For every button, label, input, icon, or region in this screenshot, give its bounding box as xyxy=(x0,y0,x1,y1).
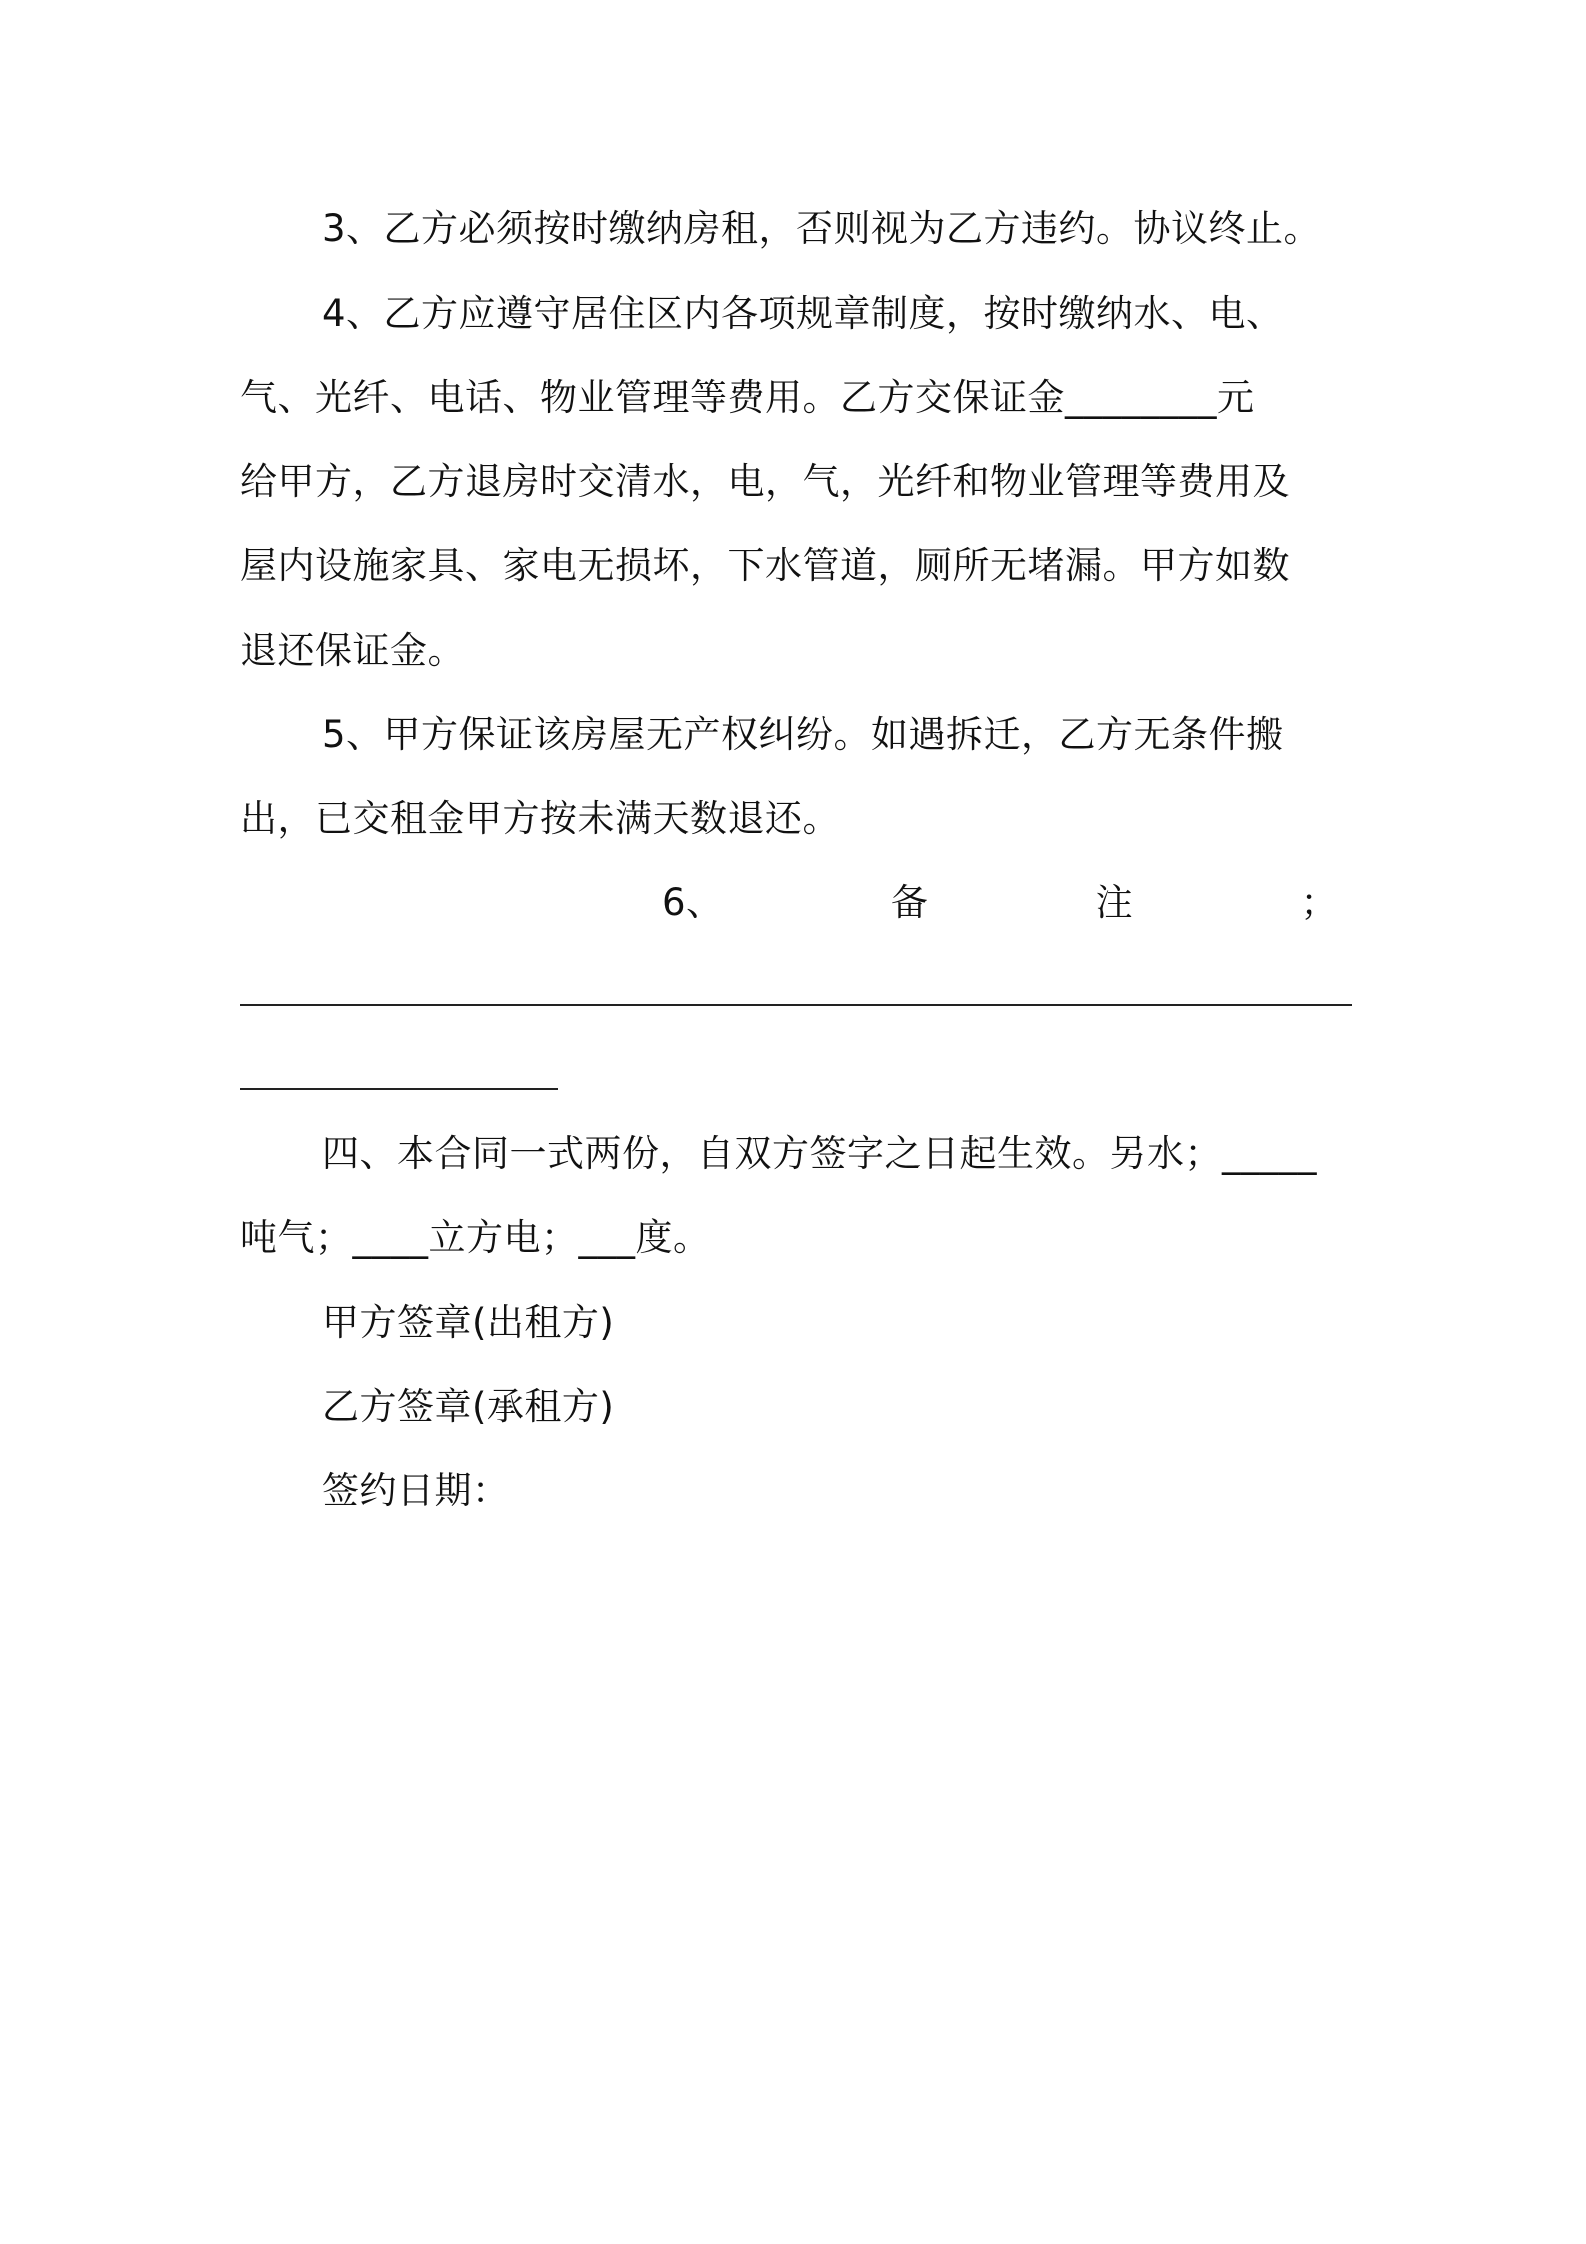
clause-4-line-2: 气、光纤、电话、物业管理等费用。乙方交保证金________元 xyxy=(240,376,1255,419)
clause-3-line: 3、乙方必须按时缴纳房租，否则视为乙方违约。协议终止。 xyxy=(322,207,1322,250)
clause-4-line-3: 给甲方，乙方退房时交清水，电，气，光纤和物业管理等费用及 xyxy=(240,460,1290,503)
clause-four-line-2: 吨气；____立方电；___度。 xyxy=(240,1216,711,1259)
party-a-signature: 甲方签章(出租方) xyxy=(322,1301,615,1344)
clause-4-line-1: 4、乙方应遵守居住区内各项规章制度，按时缴纳水、电、 xyxy=(322,292,1284,335)
clause-four-line-1: 四、本合同一式两份，自双方签字之日起生效。另水；_____ xyxy=(322,1132,1317,1175)
remark-underline-1 xyxy=(240,1004,1352,1006)
remark-number: 6、 xyxy=(662,881,724,924)
clause-5-line-1: 5、甲方保证该房屋无产权纠纷。如遇拆迁，乙方无条件搬 xyxy=(322,713,1284,756)
remark-char-2: 注 xyxy=(1095,881,1134,924)
clause-4-line-4: 屋内设施家具、家电无损坏，下水管道，厕所无堵漏。甲方如数 xyxy=(240,544,1290,587)
remark-end: ； xyxy=(1300,881,1338,924)
party-b-signature: 乙方签章(承租方) xyxy=(322,1385,615,1428)
remark-heading xyxy=(662,878,1338,928)
clause-5-line-2: 出，已交租金甲方按未满天数退还。 xyxy=(240,797,840,840)
remark-char-1: 备 xyxy=(890,881,929,924)
signing-date: 签约日期： xyxy=(322,1469,510,1512)
remark-underline-2 xyxy=(240,1088,558,1090)
clause-4-line-5: 退还保证金。 xyxy=(240,629,465,672)
